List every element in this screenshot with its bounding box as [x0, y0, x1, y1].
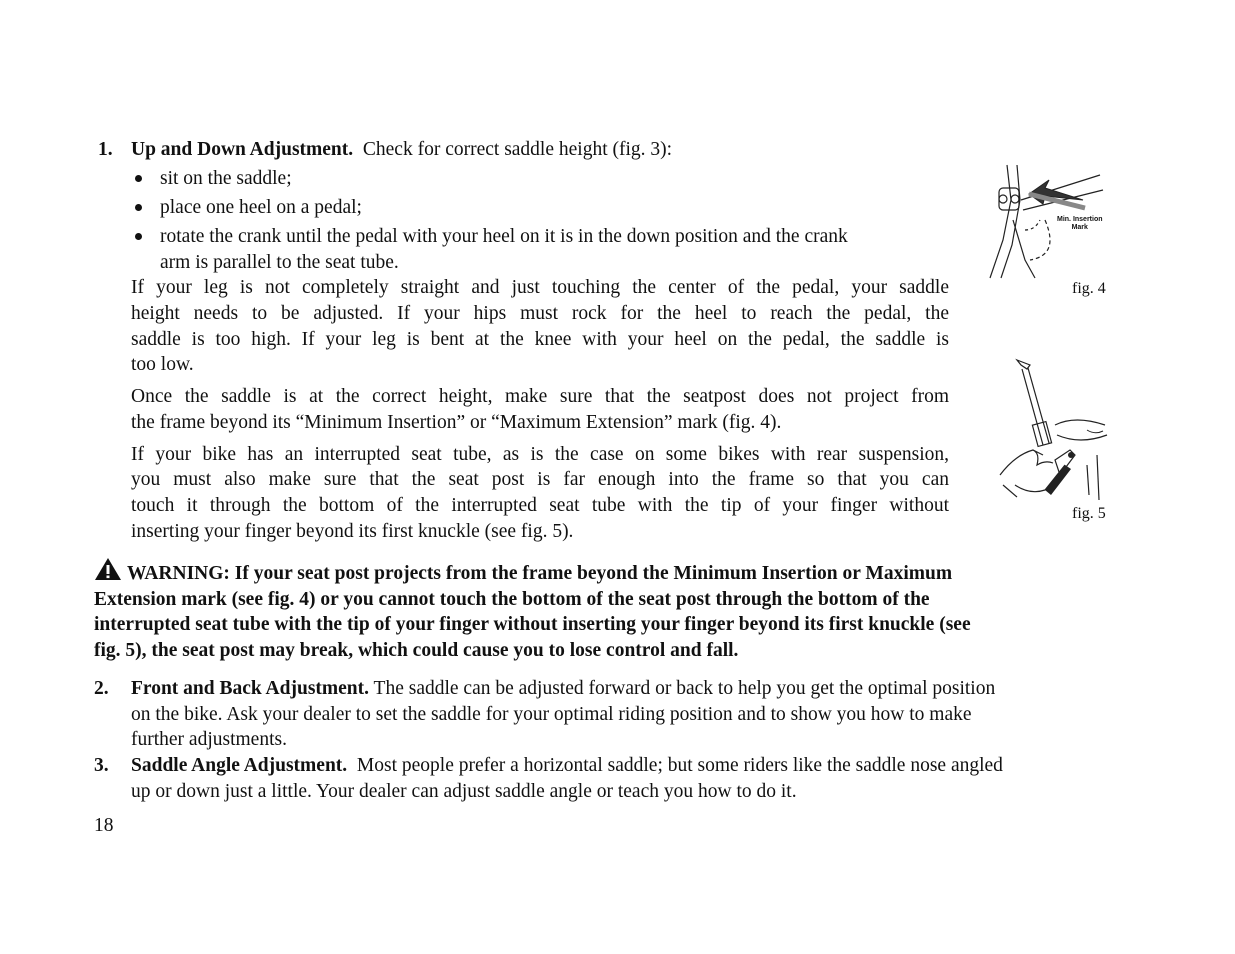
warning-triangle-icon [94, 557, 122, 581]
warning-line: interrupted seat tube with the tip of your finger without inserting your finger beyond its first knuckle (see [94, 614, 971, 635]
bullet-item: place one heel on a pedal; [160, 197, 362, 218]
fig5-finger-illustration [995, 355, 1115, 505]
paragraph-line: saddle is too high. If your leg is bent at the knee with your heel on the pedal, the saddle is [131, 329, 949, 350]
item3-title: Saddle Angle Adjustment. [131, 755, 348, 776]
paragraph-line: Once the saddle is at the correct height, make sure that the seatpost does not project from [131, 386, 949, 407]
fig5-caption: fig. 5 [1072, 505, 1106, 522]
fig4-label-line: Mark [1071, 224, 1088, 231]
warning-line: Extension mark (see fig. 4) or you cannot touch the bottom of the seat post through the bottom of the [94, 589, 930, 610]
bullet-icon [135, 175, 142, 182]
item1-number: 1. [98, 139, 113, 160]
item3-number: 3. [94, 755, 109, 776]
paragraph-line: you must also make sure that the seat post is far enough into the frame so that you can [131, 469, 949, 490]
paragraph-line: touch it through the bottom of the interrupted seat tube with the tip of your finger without [131, 495, 949, 516]
paragraph-line: If your leg is not completely straight and just touching the center of the pedal, your saddle [131, 277, 949, 298]
item1-heading-line [131, 137, 672, 163]
item3-heading-line [131, 753, 1003, 779]
item2-heading-line [131, 676, 995, 702]
item2-line: further adjustments. [131, 729, 287, 750]
item3-text: Most people prefer a horizontal saddle; but some riders like the saddle nose angled [356, 755, 1003, 776]
paragraph-line: If your bike has an interrupted seat tube, as is the case on some bikes with rear suspension, [131, 444, 949, 465]
item2-title: Front and Back Adjustment. [131, 678, 370, 699]
paragraph-line: inserting your finger beyond its first knuckle (see fig. 5). [131, 521, 574, 542]
page-number: 18 [94, 815, 114, 836]
item1-title: Up and Down Adjustment. [131, 139, 354, 160]
paragraph-line: the frame beyond its “Minimum Insertion” or “Maximum Extension” mark (fig. 4). [131, 412, 782, 433]
item2-line: on the bike. Ask your dealer to set the saddle for your optimal riding position and to show you how to make [131, 704, 972, 725]
bullet-item: rotate the crank until the pedal with your heel on it is in the down position and the crank [160, 226, 848, 247]
warning-line: fig. 5), the seat post may break, which could cause you to lose control and fall. [94, 640, 739, 661]
bullet-item: sit on the saddle; [160, 168, 292, 189]
paragraph-line: height needs to be adjusted. If your hips must rock for the heel to reach the pedal, the [131, 303, 949, 324]
item2-text: The saddle can be adjusted forward or back to help you get the optimal position [373, 678, 996, 699]
bullet-icon [135, 204, 142, 211]
fig4-label [1057, 216, 1103, 232]
bullet-icon [135, 233, 142, 240]
item1-intro: Check for correct saddle height (fig. 3): [362, 139, 673, 160]
warning-line: WARNING: If your seat post projects from the frame beyond the Minimum Insertion or Maximum [127, 563, 953, 584]
fig4-caption: fig. 4 [1072, 280, 1106, 297]
paragraph-line: too low. [131, 354, 194, 375]
item2-number: 2. [94, 678, 109, 699]
fig4-label-line: Min. Insertion [1057, 216, 1103, 223]
item3-line: up or down just a little. Your dealer can adjust saddle angle or teach you how to do it. [131, 781, 797, 802]
bullet-item-continuation: arm is parallel to the seat tube. [160, 252, 399, 273]
